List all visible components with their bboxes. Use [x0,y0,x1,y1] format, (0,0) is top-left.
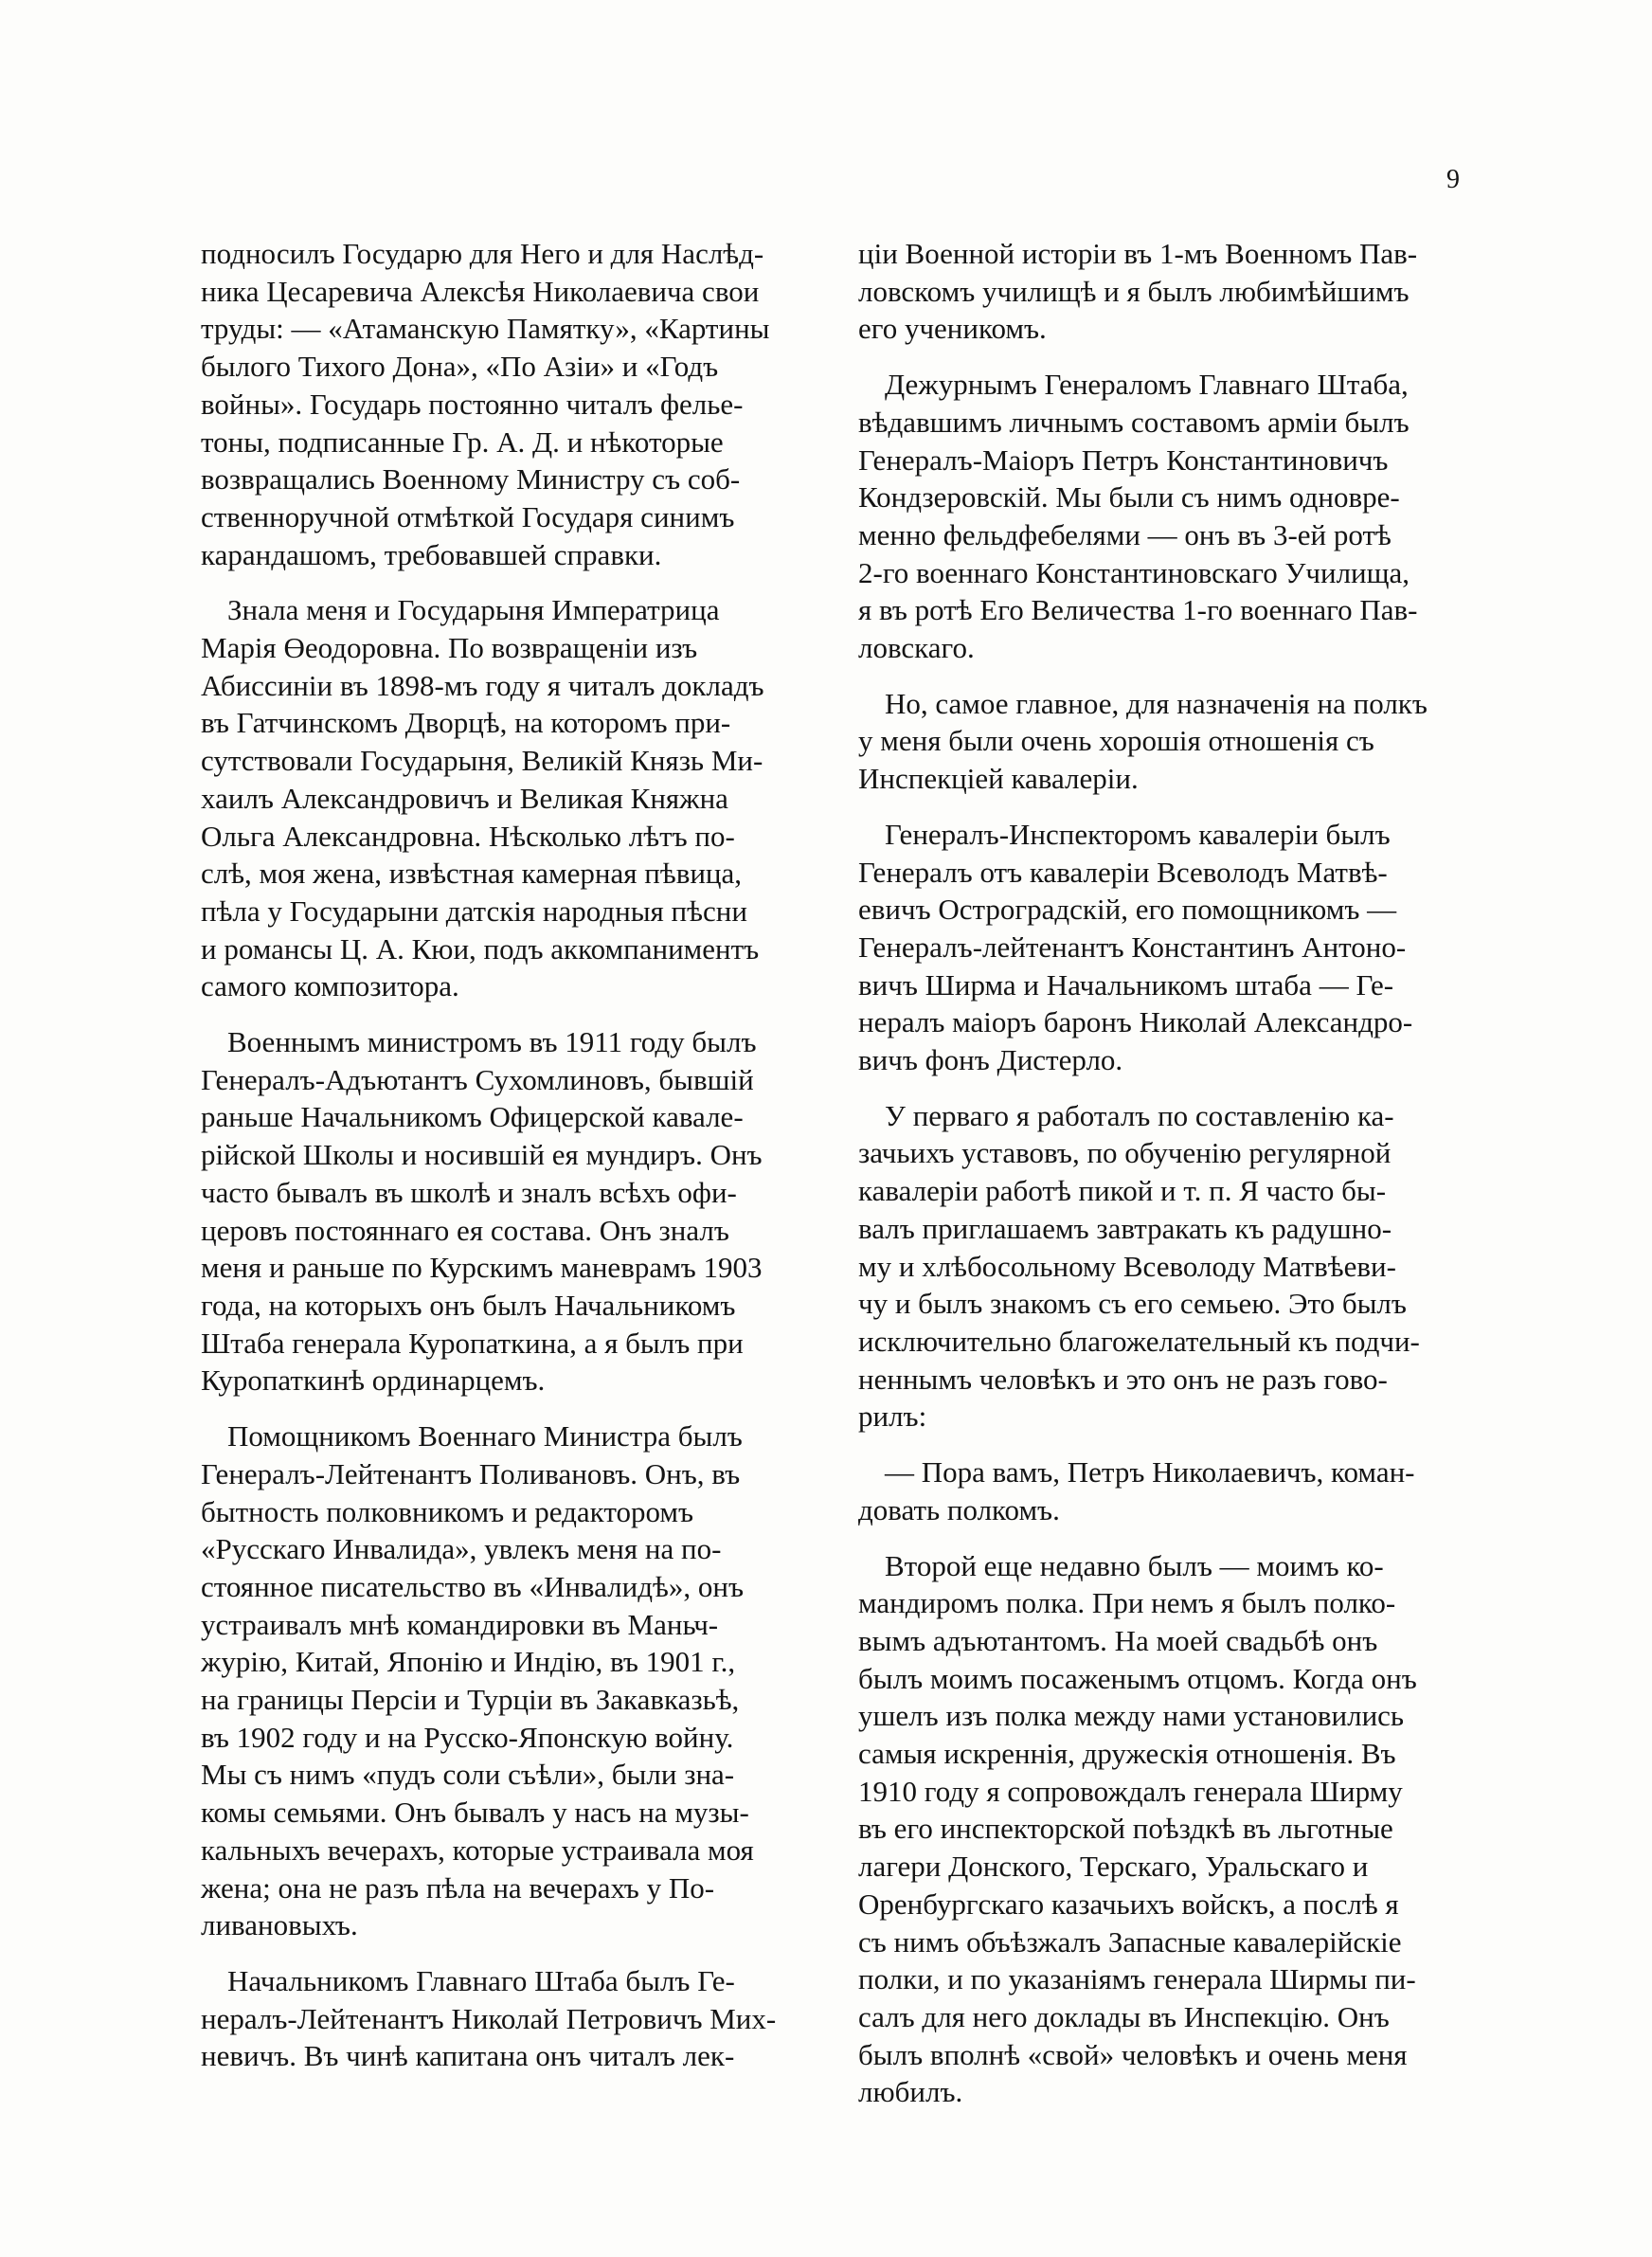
paragraph: Генералъ-Инспекторомъ кавалеріи былъ Генералъ отъ кавалеріи Всеволодъ Матвѣ- евичъ Остроградскій, его помощникомъ — Генералъ-лейтенантъ Константинъ Антоно- вичъ Ширма и Начальникомъ штаба — Ге- нералъ маіоръ баронъ Николай Александро- вичъ фонъ Дистерло. [858,817,1413,1077]
paragraph: Дежурнымъ Генераломъ Главнаго Штаба, вѣдавшимъ личнымъ составомъ арміи былъ Генералъ-Маіоръ Петръ Константиновичъ Кондзеровскій. Мы были съ нимъ одновре- менно фельдфебелями — онъ въ 3-ей ротѣ 2-го военнаго Константиновскаго Училища, я въ ротѣ Его Величества 1-го военнаго Пав- ловскаго. [858,368,1418,665]
right-column [858,235,1474,2129]
paragraph: Знала меня и Государыня Императрица Марія Өеодоровна. По возвращеніи изъ Абиссиніи въ 1898-мъ году я читалъ докладъ въ Гатчинскомъ Дворцѣ, на которомъ при- сутствовали Государыня, Великій Князь Ми- хаилъ Александровичъ и Великая Княжна Ольга Александровна. Нѣсколько лѣтъ по- слѣ, моя жена, извѣстная камерная пѣвица, пѣла у Государыни датскія народныя пѣсни и романсы Ц. А. Кюи, подъ аккомпаниментъ самого композитора. [201,593,764,1003]
paragraph: ціи Военной исторіи въ 1-мъ Военномъ Пав- ловскомъ училищѣ и я былъ любимѣйшимъ его ученикомъ. [858,237,1418,346]
paragraph: У перваго я работалъ по составленію ка- зачьихъ уставовъ, по обученію регулярной кавалеріи работѣ пикой и т. п. Я часто бы- валъ приглашаемъ завтракать къ радушно- му и хлѣбосольному Всеволоду Матвѣеви- чу и былъ знакомъ съ его семьею. Это былъ исключительно благожелательный къ подчи- неннымъ человѣкъ и это онъ не разъ гово- рилъ: [858,1098,1420,1434]
page-number: 9 [1446,165,1460,194]
paragraph: Начальникомъ Главнаго Штаба былъ Ге- нералъ-Лейтенантъ Николай Петровичъ Мих- невичъ. Въ чинѣ капитана онъ читалъ лек- [201,1963,777,2073]
paragraph: Помощникомъ Военнаго Министра былъ Генералъ-Лейтенантъ Поливановъ. Онъ, въ бытность полковникомъ и редакторомъ «Русскаго Инвалида», увлекъ меня на по- стоянное писательство въ «Инвалидѣ», онъ устраивалъ мнѣ командировки въ Маньч- журію, Китай, Японію и Индію, въ 1901 г., на границы Персіи и Турціи въ Закавказьѣ, въ 1902 году и на Русско-Японскую войну. Мы съ нимъ «пудъ соли съѣли», были зна- комы семьями. Онъ бывалъ у насъ на музы- кальныхъ вечерахъ, которые устраивала моя жена; она не разъ пѣла на вечерахъ у По- ливановыхъ. [201,1419,754,1942]
paragraph: Второй еще недавно былъ — моимъ ко- мандиромъ полка. При немъ я былъ полко- вымъ адъютантомъ. На моей свадьбѣ онъ былъ моимъ посаженымъ отцомъ. Когда онъ ушелъ изъ полка между нами установились самыя искреннія, дружескія отношенія. Въ 1910 году я сопровождалъ генерала Ширму въ его инспекторской поѣздкѣ въ льготные лагери Донского, Терскаго, Уральскаго и Оренбургскаго казачьихъ войскъ, а послѣ я съ нимъ объѣзжалъ Запасные кавалерійскіе полки, и по указаніямъ генерала Ширмы пи- салъ для него доклады въ Инспекцію. Онъ былъ вполнѣ «свой» человѣкъ и очень меня любилъ. [858,1548,1417,2109]
paragraph: Военнымъ министромъ въ 1911 году былъ Генералъ-Адъютантъ Сухомлиновъ, бывшій раньше Начальникомъ Офицерской кавале- рійской Школы и носившій ея мундиръ. Онъ часто бывалъ въ школѣ и зналъ всѣхъ офи- церовъ постояннаго ея состава. Онъ зналъ меня и раньше по Курскимъ маневрамъ 1903 года, на которыхъ онъ былъ Начальникомъ Штаба генерала Куропаткина, а я былъ при Куропаткинѣ ординарцемъ. [201,1025,763,1398]
paragraph: подносилъ Государю для Него и для Наслѣд- ника Цесаревича Алексѣя Николаевича свои труды: — «Атаманскую Памятку», «Картины былого Тихого Дона», «По Азіи» и «Годъ войны». Государь постоянно читалъ фелье- тоны, подписанные Гр. А. Д. и нѣкоторые возвращались Военному Министру съ соб- ственноручной отмѣткой Государя синимъ карандашомъ, требовавшей справки. [201,237,770,571]
paragraph: Но, самое главное, для назначенія на полкъ у меня были очень хорошія отношенія съ Инспекціей кавалеріи. [858,686,1428,796]
left-column [201,235,817,2093]
paragraph: — Пора вамъ, Петръ Николаевичъ, коман- довать полкомъ. [858,1455,1415,1526]
